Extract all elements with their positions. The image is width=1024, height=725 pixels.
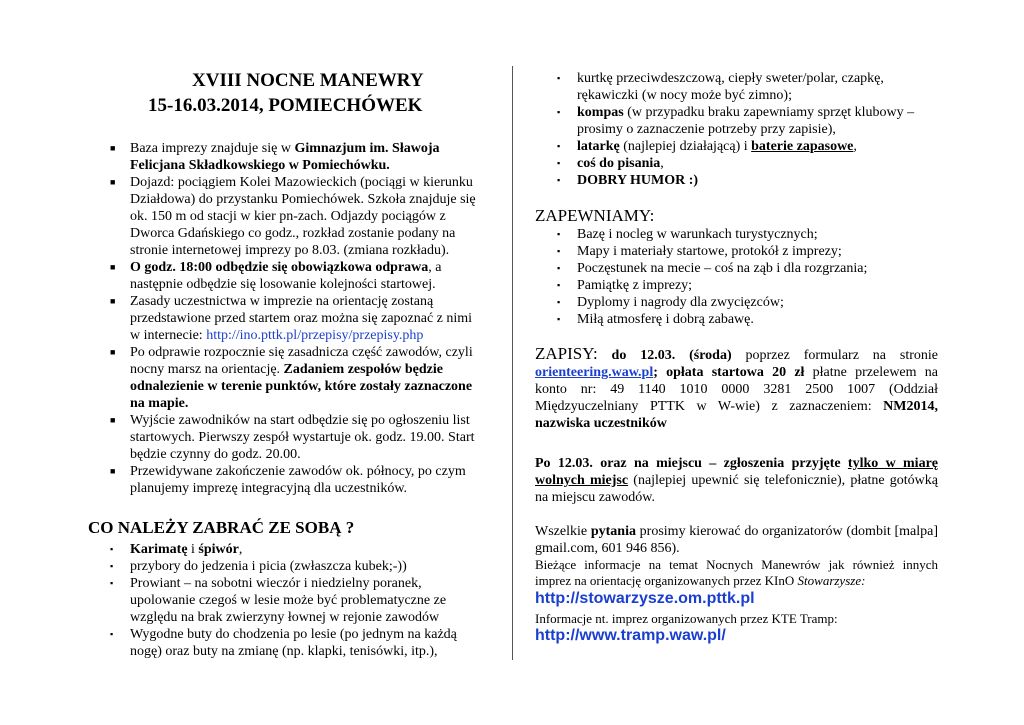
- bullet-icon: ▪: [110, 629, 114, 639]
- bullet-icon: ■: [110, 262, 116, 272]
- list-item: ▪ przybory do jedzenia i picia (zwłaszcza kubek;-)): [110, 559, 407, 574]
- tramp-info: Informacje nt. imprez organizowanych przez KTE Tramp:: [535, 611, 838, 626]
- list-item: ▪ Wygodne buty do chodzenia po lesie (po jednym na każdą nogę) oraz buty na zmianę (np. klapki, tenisówki, itp.),: [110, 627, 457, 659]
- bullet-icon: ▪: [557, 141, 561, 151]
- list-item: ■ Zasady uczestnictwa w imprezie na orientację zostaną przedstawione przed startem oraz można się zapoznać z nimi w internecie: http://ino.pttk.pl/przepisy/przepisy.php: [110, 294, 473, 343]
- list-item: ■ Baza imprezy znajduje się w Gimnazjum im. Sławoja Felicjana Składkowskiego w Pomiechówku.: [110, 141, 440, 173]
- provide-list: [557, 226, 940, 328]
- rules-link[interactable]: http://ino.pttk.pl/przepisy/przepisy.php: [206, 328, 424, 343]
- list-item: ■ Dojazd: pociągiem Kolei Mazowieckich (pociągi w kierunku Działdowa) do przystanku Pomiechówek. Szkoła znajduje się ok. 150 m od stacji w kier pn-zach. Odjazdy pociągów z Dworca Gdańskiego co godz., rozkład zostanie podany na stronie internetowej imprezy po 8.03. (zmiana rozkładu).: [110, 175, 476, 258]
- list-item: ▪ kurtkę przeciwdeszczową, ciepły sweter/polar, czapkę, rękawiczki (w nocy może być zimno);: [557, 71, 884, 103]
- list-item: ▪ Poczęstunek na mecie – coś na ząb i dla rozgrzania;: [557, 261, 868, 276]
- list-item: ▪ Bazę i nocleg w warunkach turystycznych;: [557, 227, 818, 242]
- title-line-1: XVIII NOCNE MANEWRY: [192, 70, 424, 91]
- bullet-icon: ▪: [557, 314, 561, 324]
- list-item: ■ Po odprawie rozpocznie się zasadnicza część zawodów, czyli nocny marsz na orientację. Zadaniem zespołów będzie odnalezienie w terenie punktów, które zostały zaznaczone na mapie.: [110, 345, 473, 411]
- list-item: ▪ Pamiątkę z imprezy;: [557, 278, 693, 293]
- list-item: ▪ Karimatę i śpiwór,: [110, 542, 243, 557]
- bring-heading: CO NALEŻY ZABRAĆ ZE SOBĄ ?: [88, 518, 355, 537]
- bullet-icon: ▪: [557, 107, 561, 117]
- zapisy-paragraph: ZAPISY: do 12.03. (środa) poprzez formularz na stronie orienteering.waw.pl; opłata startowa 20 zł płatne przelewem na konto nr: 49 1140 1010 0000 3281 2500 1007 (Oddział Międzyuczelniany PTTK w W-wie) z zaznaczeniem: NM2014, nazwiska uczestników: [535, 344, 938, 431]
- bullet-icon: ■: [110, 466, 116, 476]
- list-item: ▪ coś do pisania,: [557, 156, 664, 171]
- bullet-icon: ▪: [557, 263, 561, 273]
- stowarzysze-link[interactable]: http://stowarzysze.om.pttk.pl: [535, 590, 755, 607]
- column-divider: [512, 66, 513, 660]
- orienteering-link[interactable]: orienteering.waw.pl: [535, 365, 654, 380]
- questions-paragraph: Wszelkie pytania prosimy kierować do organizatorów (dombit [malpa] gmail.com, 601 946 856).: [535, 524, 938, 556]
- bullet-icon: ■: [110, 296, 116, 306]
- bullet-icon: ▪: [557, 280, 561, 290]
- list-item: ■ Wyjście zawodników na start odbędzie się po ogłoszeniu list startowych. Pierwszy zespół wystartuje ok. godz. 19.00. Start będzie czynny do godz. 20.00.: [110, 413, 475, 462]
- list-item: ▪ Mapy i materiały startowe, protokół z imprezy;: [557, 244, 842, 259]
- list-item: ▪ Miłą atmosferę i dobrą zabawę.: [557, 312, 754, 327]
- bullet-icon: ▪: [557, 73, 561, 83]
- bullet-icon: ■: [110, 177, 116, 187]
- bullet-icon: ▪: [557, 297, 561, 307]
- info-list: [110, 140, 480, 497]
- late-registration-paragraph: Po 12.03. oraz na miejscu – zgłoszenia przyjęte tylko w miarę wolnych miejsc (najlepiej upewnić się telefonicznie), płatne gotówką na miejscu zawodów.: [535, 456, 938, 505]
- list-item: ▪ Dyplomy i nagrody dla zwycięzców;: [557, 295, 784, 310]
- bring-list-continued: [557, 70, 940, 189]
- provide-heading: ZAPEWNIAMY:: [535, 206, 655, 225]
- list-item: ▪ Prowiant – na sobotni wieczór i niedzielny poranek, upolowanie czegoś w lesie może być problematyczne ze względu na brak zwierzyny łownej w rejonie zawodów: [110, 576, 447, 625]
- bullet-icon: ■: [110, 347, 116, 357]
- tramp-link[interactable]: http://www.tramp.waw.pl/: [535, 627, 726, 644]
- bullet-icon: ▪: [557, 175, 561, 185]
- bullet-icon: ▪: [110, 561, 114, 571]
- list-item: ■ O godz. 18:00 odbędzie się obowiązkowa odprawa, a następnie odbędzie się losowanie kolejności startowej.: [110, 260, 442, 292]
- info-paragraph: Bieżące informacje na temat Nocnych Manewrów jak również innych imprez na orientację organizowanych przez KInO Stowarzysze:: [535, 557, 938, 588]
- bullet-icon: ▪: [557, 158, 561, 168]
- list-item: ▪ kompas (w przypadku braku zapewniamy sprzęt klubowy – prosimy o zaznaczenie potrzeby przy zapisie),: [557, 105, 915, 137]
- title-line-2: 15-16.03.2014, POMIECHÓWEK: [148, 95, 423, 116]
- bullet-icon: ■: [110, 143, 116, 153]
- list-item: ■ Przewidywane zakończenie zawodów ok. północy, po czym planujemy imprezę integracyjną dla uczestników.: [110, 464, 466, 496]
- bullet-icon: ▪: [557, 229, 561, 239]
- bring-list: [110, 541, 475, 660]
- bullet-icon: ▪: [110, 544, 114, 554]
- bullet-icon: ▪: [110, 578, 114, 588]
- list-item: ▪ latarkę (najlepiej działającą) i baterie zapasowe,: [557, 139, 857, 154]
- bullet-icon: ▪: [557, 246, 561, 256]
- bullet-icon: ■: [110, 415, 116, 425]
- list-item: ▪ DOBRY HUMOR :): [557, 173, 699, 188]
